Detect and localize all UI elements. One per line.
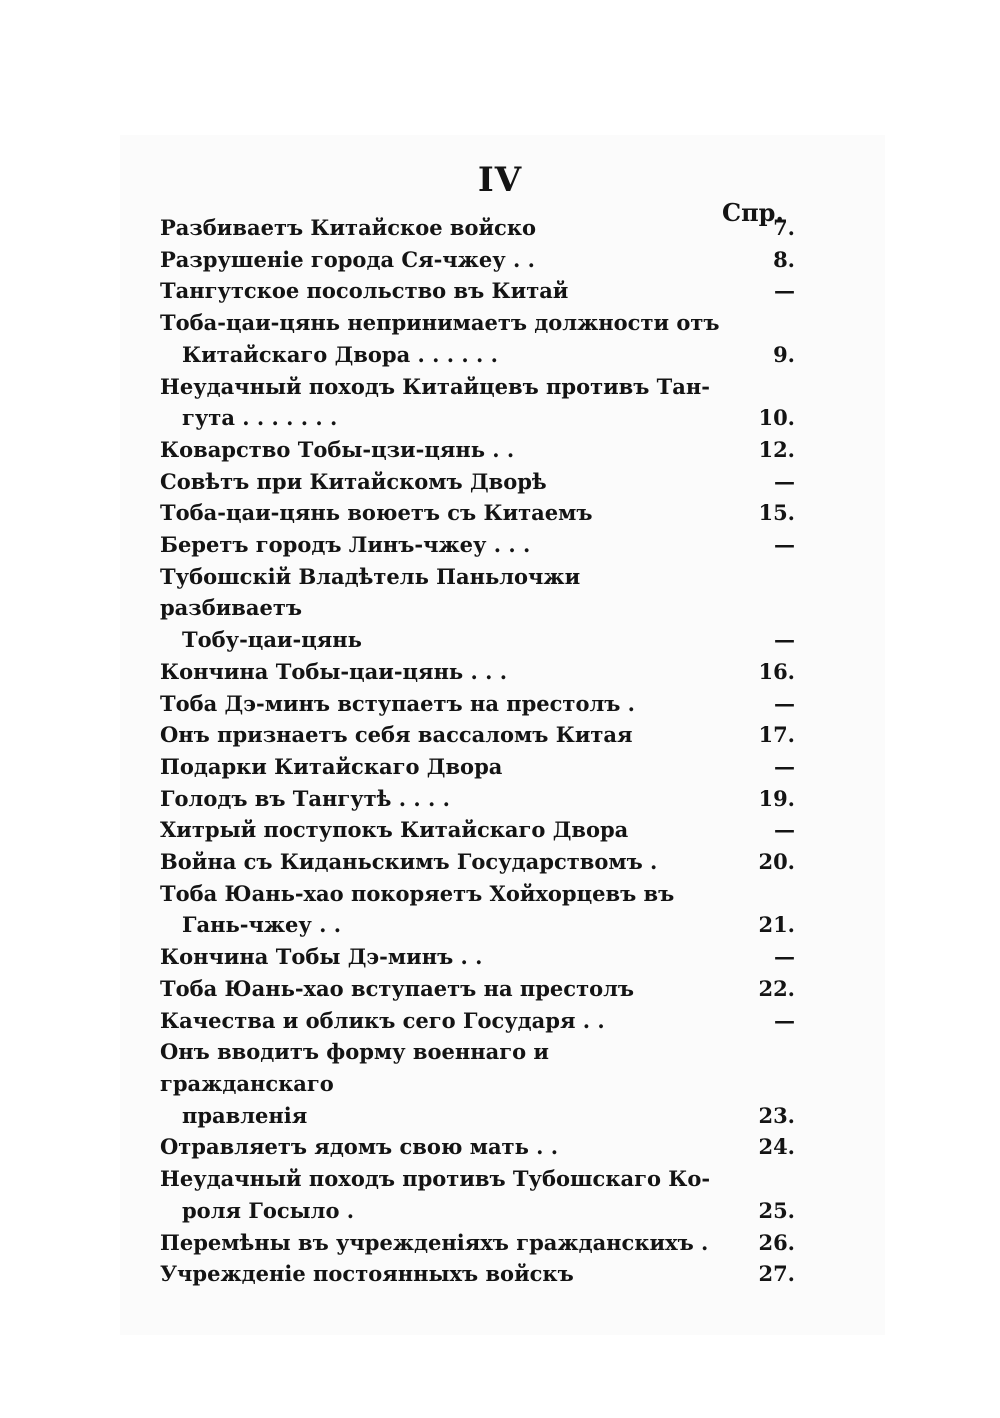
toc-entry-page: 20.: [758, 849, 795, 875]
toc-entry-title: Качества и обликъ сего Государя . .: [160, 1007, 605, 1033]
toc-entry-page: —: [774, 817, 795, 843]
toc-entry: [160, 973, 795, 1005]
page-column-label: Спр.: [722, 198, 784, 227]
toc-entry-page: —: [774, 690, 795, 716]
toc-entry-title-line: Гань-чжеу . .: [182, 912, 342, 938]
toc-entry-page: 9.: [773, 341, 795, 367]
toc-entry-page: 23.: [758, 1102, 795, 1128]
toc-entry-title: Отравляетъ ядомъ свою мать . .: [160, 1134, 559, 1160]
toc-entry-page: —: [774, 753, 795, 779]
toc-entry-title: Тоба Дэ-минъ вступаетъ на престолъ .: [160, 690, 635, 716]
toc-entry-title: [160, 1163, 725, 1226]
toc-entry-title-line: Неудачный походъ Китайцевъ противъ Тан-: [160, 373, 710, 399]
toc-entry: [160, 529, 795, 561]
toc-entry-title: Кончина Тобы Дэ-минъ . .: [160, 944, 483, 970]
toc-entry-title: Онъ признаетъ себя вассаломъ Китая: [160, 722, 633, 748]
toc-entry-title: Беретъ городъ Линъ-чжеу . . .: [160, 532, 531, 558]
toc-entry-page: 15.: [758, 500, 795, 526]
toc-entry-title-line: Китайскаго Двора . . . . . .: [182, 341, 498, 367]
toc-entry: [160, 212, 795, 244]
toc-entry: [160, 941, 795, 973]
toc-entry: [160, 1131, 795, 1163]
toc-entry: [160, 307, 795, 370]
toc-entry-title: Тоба-цаи-цянь воюетъ съ Китаемъ: [160, 500, 593, 526]
toc-entry-title: [160, 307, 725, 370]
toc-entry-title-line: Тубошскій Владѣтель Паньлочжи разбиваетъ: [160, 563, 581, 621]
toc-entry-title: Разбиваетъ Китайское войско: [160, 215, 537, 240]
toc-entry: [160, 497, 795, 529]
toc-entry: [160, 244, 795, 276]
toc-entry-title: Подарки Китайскаго Двора: [160, 753, 503, 779]
toc-entry-page: —: [774, 532, 795, 558]
toc-entry-title: Хитрый поступокъ Китайскаго Двора: [160, 817, 629, 843]
table-of-contents: [160, 212, 795, 1290]
toc-entry: [160, 719, 795, 751]
toc-entry-title: [160, 878, 725, 941]
toc-entry-page: 7.: [773, 215, 795, 240]
toc-entry-title: Тоба Юань-хао вступаетъ на престолъ: [160, 975, 635, 1001]
toc-entry-title: Кончина Тобы-цаи-цянь . . .: [160, 658, 508, 684]
toc-entry-title-line: Тоба Юань-хао покоряетъ Хойхорцевъ въ: [160, 880, 675, 906]
toc-entry-title-line: Тобу-цаи-цянь: [182, 627, 362, 653]
toc-entry: [160, 434, 795, 466]
toc-entry-page: 16.: [758, 658, 795, 684]
toc-entry-page: —: [774, 1007, 795, 1033]
toc-entry-page: —: [774, 468, 795, 494]
toc-entry-title-line: правленія: [182, 1102, 308, 1128]
toc-entry-page: 17.: [758, 722, 795, 748]
toc-entry: [160, 1005, 795, 1037]
toc-entry: [160, 751, 795, 783]
page-number: IV: [477, 160, 523, 200]
toc-entry-page: 19.: [758, 785, 795, 811]
toc-entry-page: 8.: [773, 246, 795, 272]
toc-entry-title: Коварство Тобы-цзи-цянь . .: [160, 436, 515, 462]
toc-entry: [160, 846, 795, 878]
toc-entry-page: 24.: [758, 1134, 795, 1160]
toc-entry-page: —: [774, 278, 795, 304]
toc-entry-title: [160, 371, 725, 434]
toc-entry: [160, 783, 795, 815]
toc-entry-title-line: гута . . . . . . .: [182, 405, 338, 431]
toc-entry-title: Перемѣны въ учрежденіяхъ гражданскихъ .: [160, 1229, 709, 1255]
toc-entry-title: Разрушеніе города Ся-чжеу . .: [160, 246, 535, 272]
toc-entry-title-line: роля Госыло .: [182, 1197, 355, 1223]
toc-entry-page: 25.: [758, 1197, 795, 1223]
toc-entry-title: [160, 1036, 725, 1131]
toc-entry: [160, 1036, 795, 1131]
toc-entry-page: 21.: [758, 912, 795, 938]
toc-entry: [160, 466, 795, 498]
toc-entry-title: Война съ Киданьскимъ Государствомъ .: [160, 849, 658, 875]
toc-entry-title-line: Тоба-цаи-цянь непринимаетъ должности отъ: [160, 310, 720, 336]
toc-entry-page: 12.: [758, 436, 795, 462]
toc-entry-title-line: Неудачный походъ противъ Тубошскаго Ко-: [160, 1166, 711, 1192]
toc-entry: [160, 1163, 795, 1226]
toc-entry-page: 22.: [758, 975, 795, 1001]
toc-entry-page: 10.: [758, 405, 795, 431]
toc-entry-title-line: Онъ вводитъ форму военнаго и гражданскаго: [160, 1039, 549, 1096]
toc-entry: [160, 688, 795, 720]
toc-entry-title: [160, 561, 725, 656]
toc-entry-title: Совѣтъ при Китайскомъ Дворѣ: [160, 468, 547, 494]
toc-entry-page: 27.: [758, 1261, 795, 1287]
toc-entry: [160, 561, 795, 656]
toc-entry: [160, 656, 795, 688]
toc-entry: [160, 275, 795, 307]
toc-entry-title: Голодъ въ Тангутѣ . . . .: [160, 785, 450, 811]
toc-entry-page: —: [774, 944, 795, 970]
toc-entry: [160, 1227, 795, 1259]
toc-entry: [160, 1258, 795, 1290]
toc-entry-title: Тангутское посольство въ Китай: [160, 278, 569, 304]
toc-entry: [160, 371, 795, 434]
toc-entry-title: Учрежденіе постоянныхъ войскъ: [160, 1261, 574, 1287]
toc-entry-page: —: [774, 627, 795, 653]
toc-entry: [160, 814, 795, 846]
toc-entry: [160, 878, 795, 941]
toc-entry-page: 26.: [758, 1229, 795, 1255]
